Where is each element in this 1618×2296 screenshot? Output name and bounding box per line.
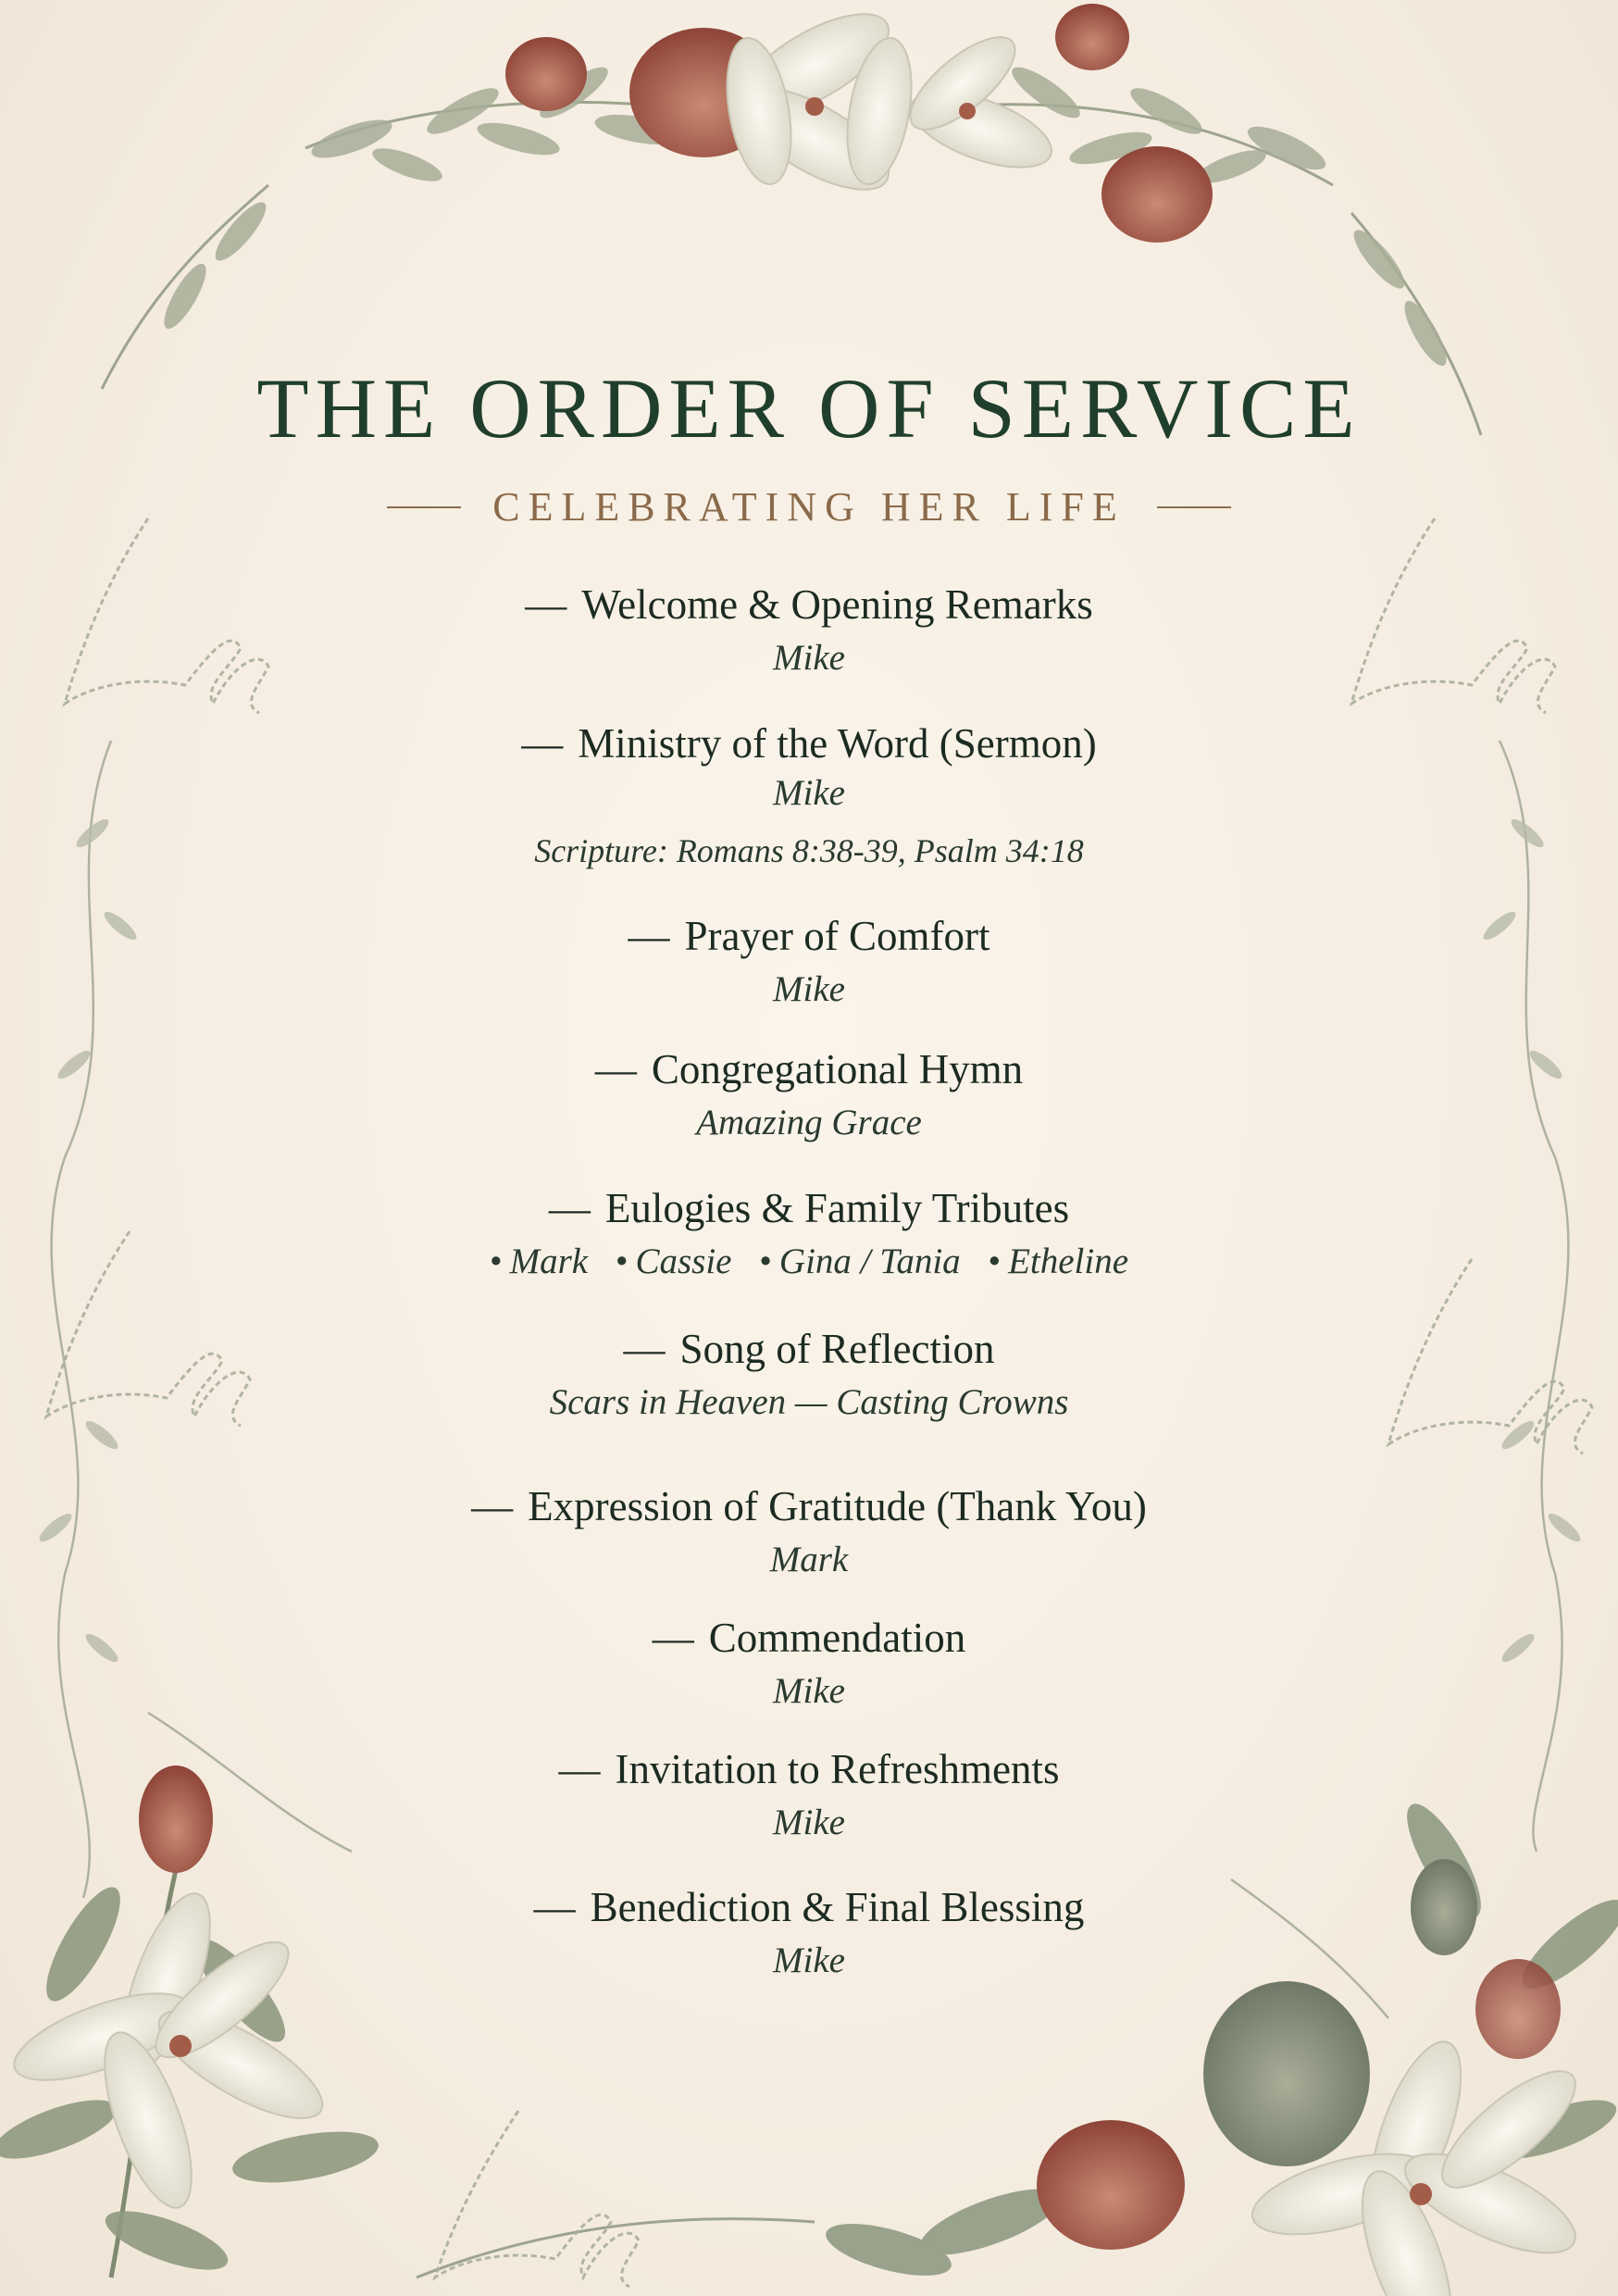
right-rule (1157, 506, 1231, 508)
item-leader: Mike (773, 1803, 845, 1842)
program-item (0, 1324, 1618, 1431)
tribute-name: Mark (509, 1242, 589, 1281)
program-item (0, 911, 1618, 1018)
item-title: Expression of Gratitude (Thank You) (528, 1483, 1147, 1529)
item-scripture: Scripture: Romans 8:38-39, Psalm 34:18 (534, 832, 1084, 869)
item-detail: Amazing Grace (696, 1103, 922, 1142)
monogram-bottom (435, 2111, 639, 2287)
program-item (0, 580, 1618, 687)
item-title: Prayer of Comfort (684, 913, 990, 959)
program-item (0, 1613, 1618, 1720)
page-subtitle: CELEBRATING HER LIFE (492, 484, 1126, 530)
item-leader: Mike (773, 638, 845, 678)
program-item (0, 1183, 1618, 1291)
dash-icon: — (533, 1884, 576, 1930)
dash-icon: — (558, 1746, 601, 1792)
item-title: Eulogies & Family Tributes (604, 1185, 1070, 1231)
item-detail: Scars in Heaven — Casting Crowns (549, 1382, 1069, 1422)
item-title: Benediction & Final Blessing (590, 1884, 1085, 1930)
item-leader: Mark (769, 1540, 849, 1579)
dash-icon: — (471, 1483, 514, 1529)
page-title: THE ORDER OF SERVICE (256, 361, 1362, 455)
dash-icon: — (594, 1046, 637, 1092)
dash-icon: — (623, 1326, 666, 1372)
dash-icon: — (628, 913, 670, 959)
item-title: Ministry of the Word (Sermon) (578, 720, 1097, 767)
left-rule (387, 506, 461, 508)
item-leader: Mike (773, 773, 845, 813)
program-item (0, 1882, 1618, 1990)
dash-icon: — (548, 1185, 591, 1231)
tribute-name: Gina / Tania (778, 1242, 961, 1281)
item-leader: Mike (773, 1671, 845, 1711)
item-leader: Mike (773, 969, 845, 1009)
item-title: Congregational Hymn (651, 1046, 1024, 1092)
item-leader: Mike (773, 1940, 845, 1980)
dash-icon: — (652, 1615, 694, 1661)
tribute-names (0, 1233, 1618, 1291)
dash-icon: — (525, 581, 567, 628)
program-item (0, 1481, 1618, 1589)
item-title: Invitation to Refreshments (615, 1746, 1060, 1792)
bullet-icon: • (489, 1242, 503, 1281)
dash-icon: — (521, 720, 564, 767)
bullet-icon: • (615, 1242, 629, 1281)
program-item (0, 718, 1618, 883)
subtitle-row (0, 483, 1618, 530)
program-item (0, 1044, 1618, 1152)
bullet-icon: • (759, 1242, 772, 1281)
item-title: Song of Reflection (679, 1326, 995, 1372)
bullet-icon: • (988, 1242, 1002, 1281)
tribute-name: Etheline (1008, 1242, 1129, 1281)
tribute-name: Cassie (635, 1242, 732, 1281)
item-title: Welcome & Opening Remarks (581, 581, 1093, 628)
program-item (0, 1744, 1618, 1852)
item-title: Commendation (708, 1615, 966, 1661)
